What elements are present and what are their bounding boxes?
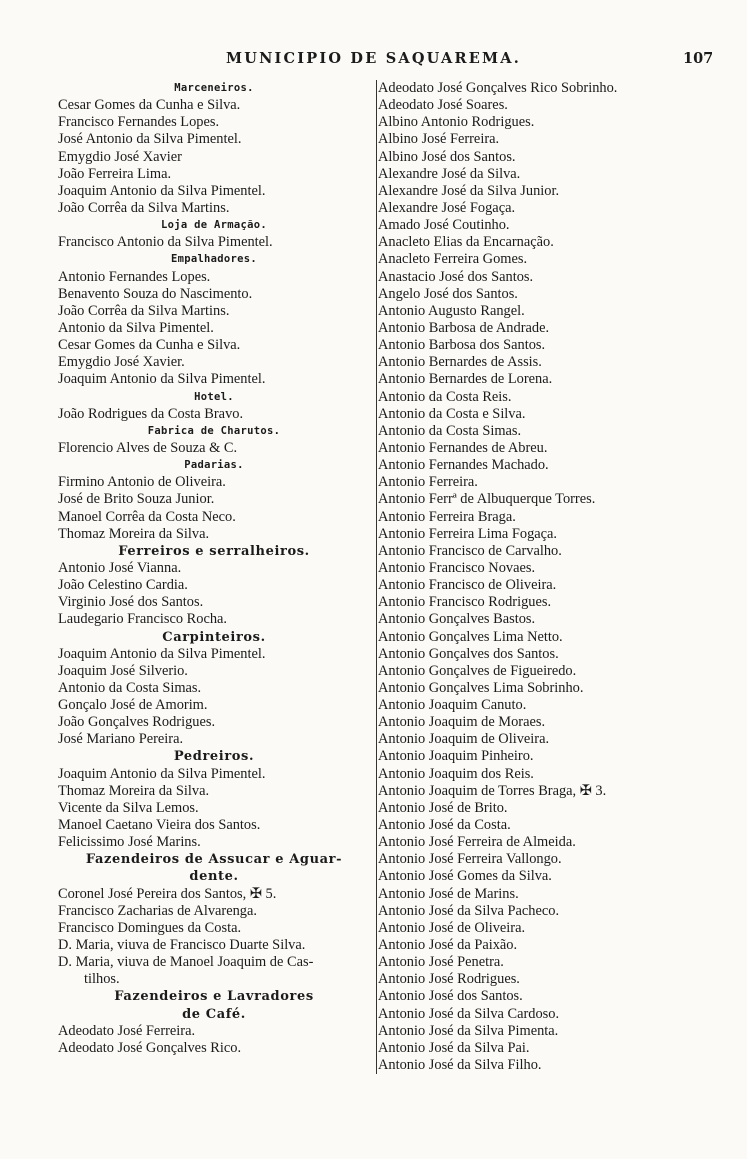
- page-title: MUNICIPIO DE SAQUAREMA.: [226, 50, 521, 67]
- section-heading: Carpinteiros.: [162, 629, 266, 645]
- directory-entry: Antonio Bernardes de Assis.: [378, 354, 542, 371]
- directory-entry: Adeodato José Gonçalves Rico Sobrinho.: [378, 80, 618, 96]
- directory-entry: Francisco Fernandes Lopes.: [58, 114, 220, 131]
- directory-entry: Thomaz Moreira da Silva.: [58, 782, 210, 799]
- directory-entry: Antonio da Silva Pimentel.: [58, 319, 214, 336]
- directory-entry: Antonio Fernandes Lopes.: [58, 268, 211, 285]
- right-column: [376, 80, 678, 1074]
- directory-entry: João Corrêa da Silva Martins.: [58, 302, 230, 319]
- directory-entry: Antonio Fernandes Machado.: [378, 457, 549, 474]
- directory-entry: Antonio José Rodrigues.: [378, 971, 520, 988]
- directory-entry: Anastacio José dos Santos.: [378, 268, 534, 285]
- directory-entry: Antonio da Costa Reis.: [378, 388, 512, 405]
- entry-continuation: tilhos.: [84, 971, 120, 988]
- directory-entry: Antonio José dos Santos.: [378, 988, 523, 1005]
- directory-entry: Antonio Francisco Rodrigues.: [378, 594, 552, 611]
- directory-entry: Antonio Joaquim Canuto.: [378, 697, 527, 714]
- directory-entry: Joaquim Antonio da Silva Pimentel.: [58, 645, 266, 662]
- directory-entry: Albino José Ferreira.: [378, 131, 500, 148]
- directory-entry: Felicissimo José Marins.: [58, 834, 201, 851]
- directory-entry: João Rodrigues da Costa Bravo.: [58, 405, 244, 422]
- directory-entry: João Ferreira Lima.: [58, 165, 172, 182]
- section-heading: Hotel.: [194, 390, 234, 403]
- directory-entry: Angelo José dos Santos.: [378, 285, 518, 302]
- directory-entry: Joaquim Antonio da Silva Pimentel.: [58, 765, 266, 782]
- directory-entry: Francisco Antonio da Silva Pimentel.: [58, 234, 273, 251]
- section-heading: Pedreiros.: [173, 749, 255, 765]
- directory-entry: Antonio da Costa e Silva.: [378, 405, 526, 422]
- directory-entry: Antonio Joaquim Pinheiro.: [378, 748, 534, 765]
- directory-entry: Amado José Coutinho.: [378, 217, 510, 234]
- directory-entry: Antonio Fernandes de Abreu.: [378, 439, 548, 456]
- directory-entry: Antonio Joaquim de Moraes.: [378, 714, 546, 731]
- directory-entry: José Antonio da Silva Pimentel.: [58, 131, 242, 148]
- section-heading: Fazendeiros e Lavradores: [114, 989, 314, 1005]
- directory-entry: Joaquim Antonio da Silva Pimentel.: [58, 182, 266, 199]
- directory-entry: Thomaz Moreira da Silva.: [58, 525, 210, 542]
- directory-entry: Antonio José da Silva Filho.: [378, 1057, 542, 1074]
- directory-entry: José Mariano Pereira.: [58, 731, 184, 748]
- directory-entry: Antonio Barbosa de Andrade.: [378, 319, 550, 336]
- directory-entry: Adeodato José Ferreira.: [58, 1022, 196, 1039]
- directory-entry: Antonio Ferreira Lima Fogaça.: [378, 525, 558, 542]
- directory-entry: Antonio José Ferreira de Almeida.: [378, 834, 576, 851]
- directory-entry: Antonio Joaquim de Torres Braga, ✠ 3.: [378, 782, 607, 799]
- directory-entry: José de Brito Souza Junior.: [58, 491, 215, 508]
- directory-entry: Antonio José da Silva Cardoso.: [378, 1005, 560, 1022]
- directory-entry: Antonio Barbosa dos Santos.: [378, 337, 546, 354]
- directory-entry: Manoel Caetano Vieira dos Santos.: [58, 817, 261, 834]
- directory-entry: Antonio da Costa Simas.: [58, 679, 202, 696]
- directory-entry: Firmino Antonio de Oliveira.: [58, 474, 226, 491]
- directory-entry: Cesar Gomes da Cunha e Silva.: [58, 97, 241, 114]
- directory-entry: Virginio José dos Santos.: [58, 594, 204, 611]
- directory-entry: Albino Antonio Rodrigues.: [378, 114, 535, 131]
- directory-entry: Antonio José da Costa.: [378, 817, 511, 834]
- directory-entry: D. Maria, viuva de Manoel Joaquim de Cas-: [58, 954, 314, 971]
- directory-entry: Antonio José Gomes da Silva.: [378, 868, 552, 885]
- directory-entry: Albino José dos Santos.: [378, 148, 516, 165]
- directory-entry: Francisco Zacharias de Alvarenga.: [58, 902, 257, 919]
- directory-entry: Antonio Francisco de Oliveira.: [378, 577, 557, 594]
- section-heading: Empalhadores.: [170, 253, 258, 266]
- directory-entry: Antonio José da Paixão.: [378, 937, 518, 954]
- directory-entry: Antonio José da Silva Pai.: [378, 1039, 530, 1056]
- directory-entry: Florencio Alves de Souza & C.: [58, 439, 238, 456]
- directory-entry: Alexandre José da Silva.: [378, 165, 521, 182]
- directory-entry: Antonio Ferreira Braga.: [378, 508, 516, 525]
- directory-entry: Antonio Gonçalves dos Santos.: [378, 645, 559, 662]
- section-heading: dente.: [189, 869, 239, 885]
- directory-entry: Antonio José Penetra.: [378, 954, 504, 971]
- directory-entry: Antonio da Costa Simas.: [378, 422, 522, 439]
- directory-entry: Antonio Joaquim de Oliveira.: [378, 731, 550, 748]
- directory-entry: Joaquim José Silverio.: [58, 662, 188, 679]
- directory-entry: João Corrêa da Silva Martins.: [58, 199, 230, 216]
- directory-entry: Anacleto Ferreira Gomes.: [378, 251, 528, 268]
- directory-entry: Coronel José Pereira dos Santos, ✠ 5.: [58, 885, 277, 902]
- directory-entry: Francisco Domingues da Costa.: [58, 919, 242, 936]
- directory-entry: Antonio Francisco de Carvalho.: [378, 542, 562, 559]
- section-heading: Fabrica de Charutos.: [147, 424, 281, 437]
- directory-entry: Manoel Corrêa da Costa Neco.: [58, 508, 236, 525]
- directory-entry: Antonio Gonçalves Lima Sobrinho.: [378, 679, 584, 696]
- directory-entry: Benavento Souza do Nascimento.: [58, 285, 253, 302]
- directory-entry: Antonio José de Brito.: [378, 799, 508, 816]
- directory-entry: Antonio Gonçalves de Figueiredo.: [378, 662, 577, 679]
- page-header: [0, 50, 747, 72]
- directory-entry: Antonio Augusto Rangel.: [378, 302, 525, 319]
- directory-entry: Antonio Bernardes de Lorena.: [378, 371, 553, 388]
- section-heading: Fazendeiros de Assucar e Aguar-: [85, 852, 343, 868]
- directory-entry: Antonio José de Oliveira.: [378, 919, 526, 936]
- section-heading: Marceneiros.: [174, 82, 254, 94]
- page-number: 107: [683, 50, 714, 67]
- directory-entry: Emygdio José Xavier.: [58, 354, 185, 371]
- directory-entry: Cesar Gomes da Cunha e Silva.: [58, 337, 241, 354]
- section-heading: de Café.: [182, 1006, 246, 1022]
- directory-entry: Laudegario Francisco Rocha.: [58, 611, 228, 628]
- directory-entry: Alexandre José da Silva Junior.: [378, 182, 560, 199]
- directory-entry: Antonio José Vianna.: [58, 559, 182, 576]
- directory-entry: Antonio José da Silva Pacheco.: [378, 902, 560, 919]
- directory-entry: Vicente da Silva Lemos.: [58, 799, 199, 816]
- directory-entry: Joaquim Antonio da Silva Pimentel.: [58, 371, 266, 388]
- left-column: [58, 80, 370, 1057]
- directory-entry: Adeodato José Soares.: [378, 97, 508, 114]
- directory-entry: João Celestino Cardia.: [58, 577, 188, 594]
- directory-entry: D. Maria, viuva de Francisco Duarte Silva.: [58, 937, 306, 954]
- section-heading: Ferreiros e serralheiros.: [118, 543, 310, 559]
- directory-entry: Antonio José de Marins.: [378, 885, 519, 902]
- directory-entry: Adeodato José Gonçalves Rico.: [58, 1039, 242, 1056]
- directory-entry: Gonçalo José de Amorim.: [58, 697, 208, 714]
- directory-entry: João Gonçalves Rodrigues.: [58, 714, 216, 731]
- directory-entry: Antonio Gonçalves Lima Netto.: [378, 628, 563, 645]
- directory-entry: Anacleto Elias da Encarnação.: [378, 234, 554, 251]
- directory-entry: Antonio Gonçalves Bastos.: [378, 611, 536, 628]
- directory-entry: Antonio José da Silva Pimenta.: [378, 1022, 559, 1039]
- directory-entry: Antonio Francisco Novaes.: [378, 559, 536, 576]
- directory-entry: Antonio José Ferreira Vallongo.: [378, 851, 562, 868]
- directory-entry: Alexandre José Fogaça.: [378, 199, 516, 216]
- directory-entry: Antonio Ferreira.: [378, 474, 478, 491]
- section-heading: Loja de Armação.: [161, 219, 267, 232]
- directory-entry: Antonio Ferrª de Albuquerque Torres.: [378, 491, 596, 508]
- directory-entry: Emygdio José Xavier: [58, 148, 182, 165]
- section-heading: Padarias.: [184, 459, 244, 472]
- directory-entry: Antonio Joaquim dos Reis.: [378, 765, 534, 782]
